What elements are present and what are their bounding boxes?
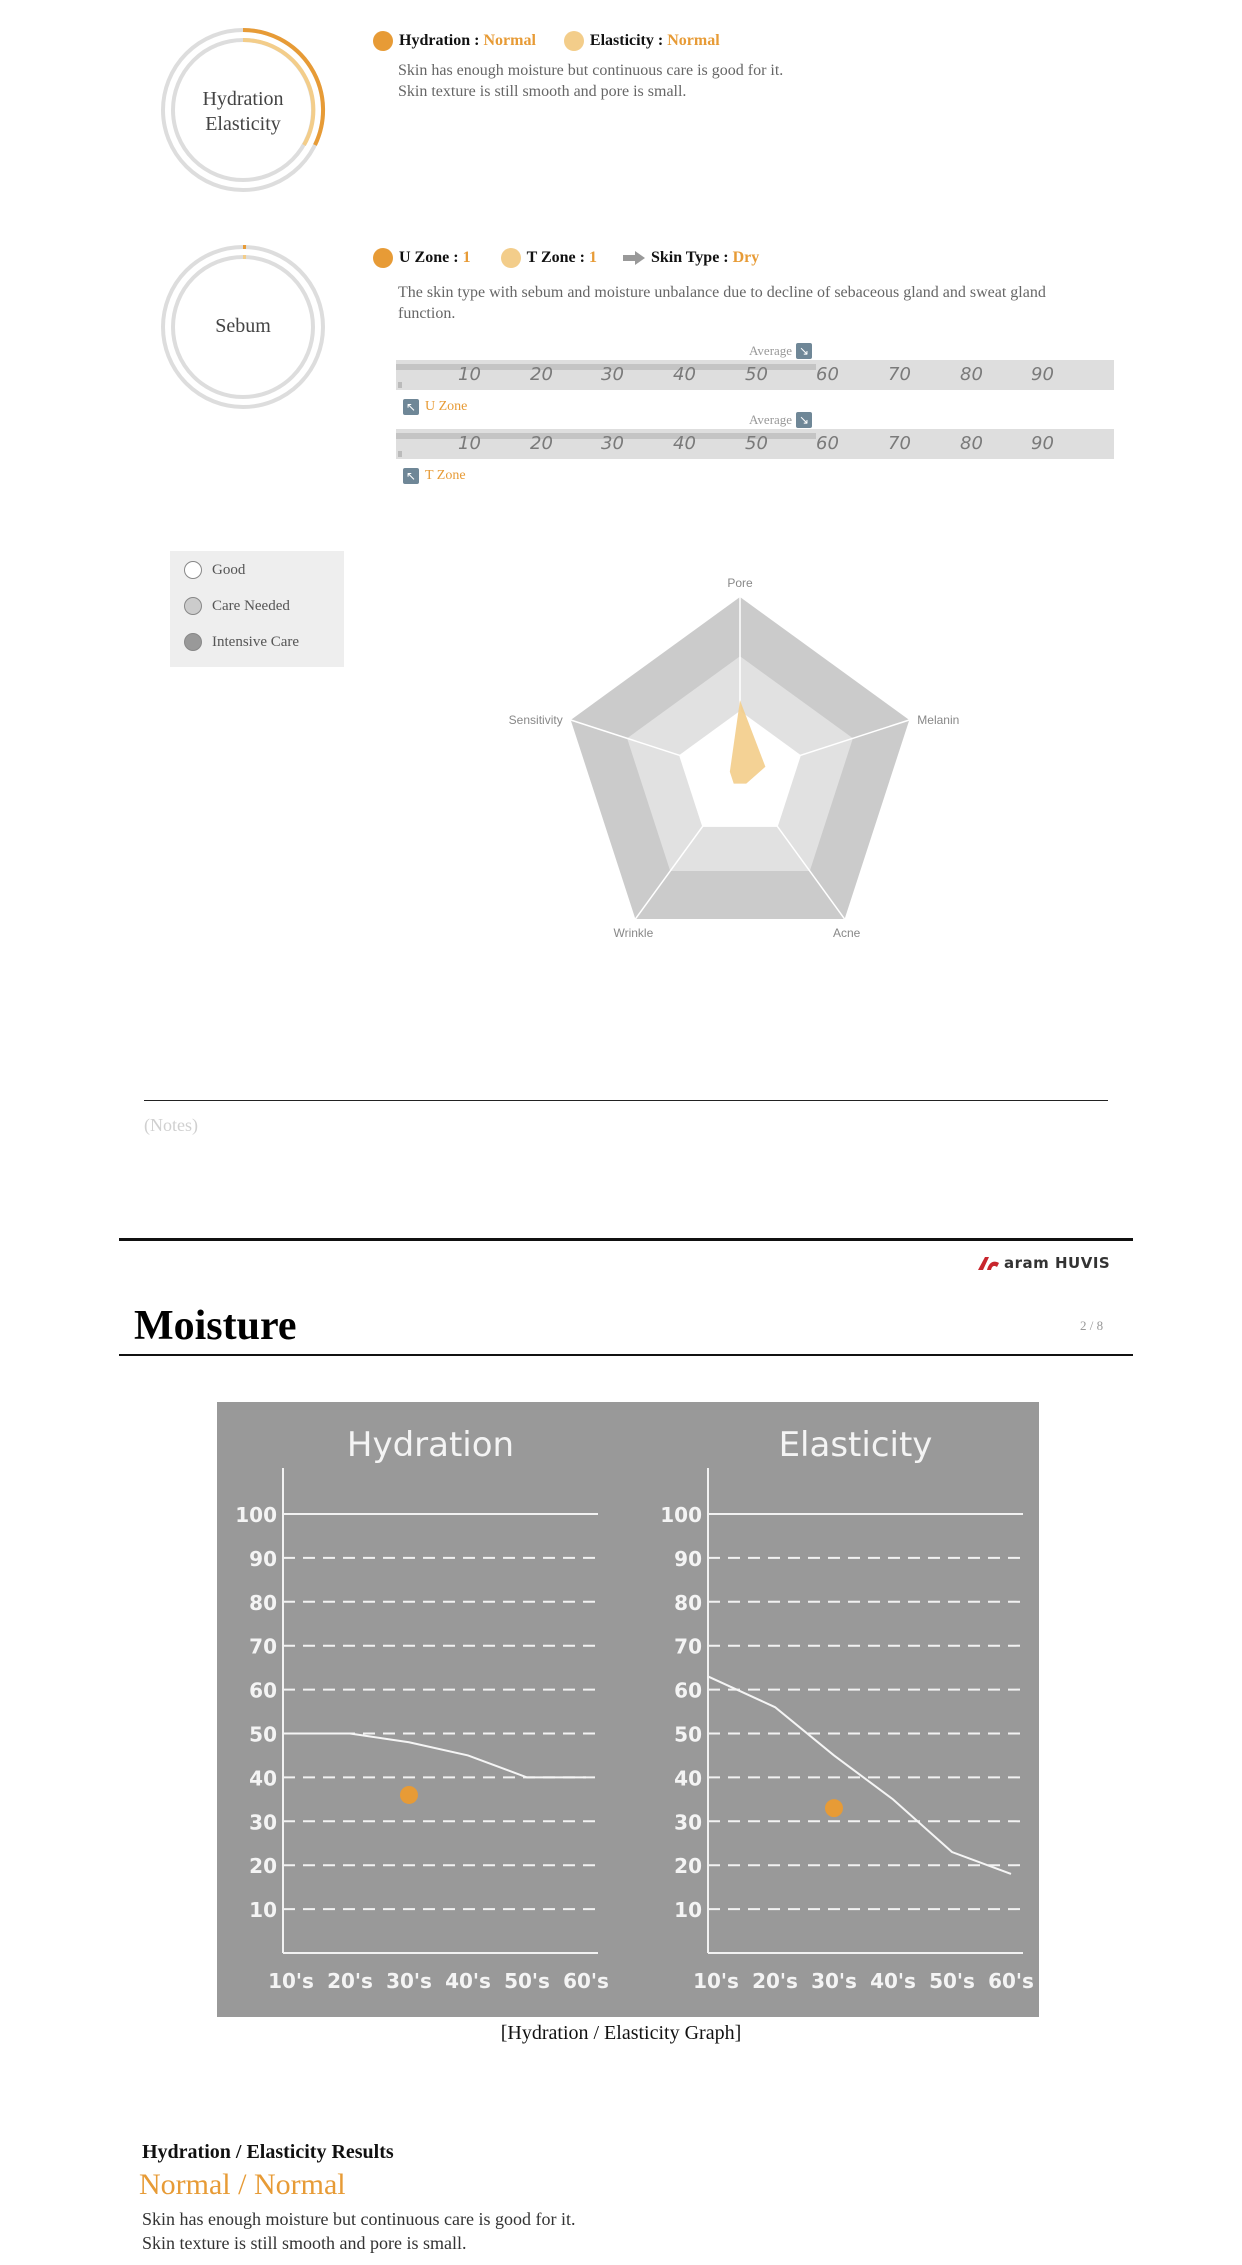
u-zone-scale-bar xyxy=(396,360,1114,390)
x-tick-label: 30's xyxy=(386,1969,432,1993)
skin-type-legend-sep: : xyxy=(723,249,729,266)
scale-tick: 80 xyxy=(960,364,983,385)
arrow-right-icon xyxy=(623,251,645,265)
radar-axis-label: Melanin xyxy=(917,712,960,727)
arrow-up-left-icon: ↖ xyxy=(403,399,419,415)
header-top-rule xyxy=(119,1238,1133,1241)
radar-axis-label: Sensitivity xyxy=(508,712,563,727)
t-zone-label-text: T Zone xyxy=(425,468,466,483)
y-tick-label: 20 xyxy=(249,1854,277,1879)
status-key-item xyxy=(184,597,290,615)
brand-logo xyxy=(976,1254,1110,1272)
x-tick-label: 50's xyxy=(504,1969,550,1993)
hydration-legend-name: Hydration xyxy=(399,32,471,49)
y-tick-label: 100 xyxy=(660,1503,702,1527)
ring-label-elasticity: Elasticity xyxy=(205,113,281,135)
scale-tick: 10 xyxy=(458,364,481,385)
t-zone-scale-bar xyxy=(396,429,1114,459)
scale-tick: 10 xyxy=(458,433,481,454)
results-description-line: Skin has enough moisture but continuous care is good for it. xyxy=(142,2209,576,2229)
t-zone-average-marker xyxy=(749,412,812,428)
scale-tick: 30 xyxy=(601,433,624,454)
y-tick-label: 50 xyxy=(249,1722,277,1747)
y-tick-label: 60 xyxy=(674,1678,702,1703)
results-heading: Hydration / Elasticity Results xyxy=(142,2141,394,2163)
x-tick-label: 20's xyxy=(752,1969,798,1993)
y-tick-label: 90 xyxy=(249,1546,277,1571)
hydration-description-line: Skin texture is still smooth and pore is small. xyxy=(398,83,687,100)
x-tick-label: 10's xyxy=(693,1969,739,1993)
scale-tick: 40 xyxy=(673,433,696,454)
scale-tick: 50 xyxy=(745,433,768,454)
elasticity-graph xyxy=(660,1425,1034,1993)
t-zone-label xyxy=(403,468,466,484)
t-zone-legend-value: 1 xyxy=(588,249,597,266)
x-tick-label: 40's xyxy=(445,1969,491,1993)
x-tick-label: 40's xyxy=(870,1969,916,1993)
elasticity-legend-value: Normal xyxy=(667,32,720,49)
y-tick-label: 40 xyxy=(674,1766,702,1791)
elasticity-legend-name: Elasticity xyxy=(589,32,654,49)
hydration-description xyxy=(398,60,1118,102)
status-key-label: Care Needed xyxy=(212,597,290,614)
arrow-up-left-icon: ↖ xyxy=(403,468,419,484)
y-tick-label: 10 xyxy=(674,1898,702,1923)
y-tick-label: 80 xyxy=(249,1590,277,1615)
graph-title: Hydration xyxy=(346,1425,515,1465)
results-value: Normal / Normal xyxy=(139,2168,346,2201)
sebum-description: The skin type with sebum and moisture unbalance due to decline of sebaceous gland and sweat gland function. xyxy=(398,284,1046,322)
scale-tick: 80 xyxy=(960,433,983,454)
hydration-dot-icon xyxy=(373,31,393,51)
ring-label-sebum: Sebum xyxy=(215,315,271,337)
hydration-legend-sep: : xyxy=(474,32,480,49)
arrow-down-right-icon: ↘ xyxy=(796,343,812,359)
y-tick-label: 90 xyxy=(674,1546,702,1571)
page-title: Moisture xyxy=(134,1303,297,1349)
results-description xyxy=(142,2207,575,2255)
u-zone-legend-sep: : xyxy=(453,249,459,266)
series-line xyxy=(283,1734,586,1778)
x-tick-label: 30's xyxy=(811,1969,857,1993)
u-zone-label xyxy=(403,399,467,415)
radar-axis-label: Pore xyxy=(727,576,753,590)
u-zone-dot-icon xyxy=(373,248,393,268)
notes-placeholder: (Notes) xyxy=(144,1115,198,1135)
x-tick-label: 60's xyxy=(988,1969,1034,1993)
care-needed-circle-icon xyxy=(184,597,202,615)
average-label: Average xyxy=(749,412,793,427)
status-key-item xyxy=(184,633,299,651)
good-circle-icon xyxy=(184,561,202,579)
status-key xyxy=(170,551,344,667)
y-tick-label: 60 xyxy=(249,1678,277,1703)
y-tick-label: 100 xyxy=(235,1503,277,1527)
x-tick-label: 60's xyxy=(563,1969,609,1993)
status-key-label: Good xyxy=(212,561,246,578)
y-tick-label: 30 xyxy=(674,1810,702,1835)
arrow-down-right-icon: ↘ xyxy=(796,412,812,428)
scale-tick: 20 xyxy=(530,433,553,454)
y-tick-label: 70 xyxy=(249,1634,277,1659)
series-line xyxy=(708,1676,1011,1874)
user-data-point xyxy=(825,1799,843,1817)
y-tick-label: 40 xyxy=(249,1766,277,1791)
scale-tick: 50 xyxy=(745,364,768,385)
radar-axis-label: Acne xyxy=(832,926,861,941)
graph-title: Elasticity xyxy=(778,1425,933,1465)
scale-tick: 60 xyxy=(816,364,839,385)
aram-huvis-logo-icon xyxy=(976,1254,1000,1272)
skin-type-legend-value: Dry xyxy=(732,249,760,266)
scale-tick: 40 xyxy=(673,364,696,385)
u-zone-value-marker xyxy=(398,382,402,388)
t-zone-dot-icon xyxy=(501,248,521,268)
elasticity-legend-sep: : xyxy=(657,32,664,49)
y-tick-label: 10 xyxy=(249,1898,277,1923)
scale-tick: 90 xyxy=(1031,433,1054,454)
hydration-elasticity-graphs xyxy=(217,1402,1039,2017)
y-tick-label: 50 xyxy=(674,1722,702,1747)
header-bottom-rule xyxy=(119,1354,1133,1356)
results-description-line: Skin texture is still smooth and pore is small. xyxy=(142,2233,467,2253)
sebum-legend xyxy=(373,248,759,268)
u-zone-label-text: U Zone xyxy=(425,399,468,414)
u-zone-average-marker xyxy=(749,343,812,359)
scale-tick: 60 xyxy=(816,433,839,454)
x-tick-label: 20's xyxy=(327,1969,373,1993)
hydration-graph xyxy=(235,1425,609,1993)
intensive-care-circle-icon xyxy=(184,633,202,651)
notes-divider xyxy=(144,1100,1108,1101)
hydration-legend xyxy=(373,31,720,51)
graph-caption: [Hydration / Elasticity Graph] xyxy=(500,2022,742,2044)
ring-label-hydration: Hydration xyxy=(202,88,284,110)
skin-type-legend-name: Skin Type xyxy=(650,249,720,266)
status-key-label: Intensive Care xyxy=(212,633,300,650)
scale-tick: 70 xyxy=(888,364,911,385)
scale-tick: 20 xyxy=(530,364,553,385)
t-zone-value-marker xyxy=(398,451,402,457)
page-number: 2 / 8 xyxy=(1080,1318,1104,1333)
y-tick-label: 30 xyxy=(249,1810,277,1835)
elasticity-dot-icon xyxy=(564,31,584,51)
average-label: Average xyxy=(749,343,793,358)
radar-axis-label: Wrinkle xyxy=(613,926,654,941)
u-zone-legend-value: 1 xyxy=(462,249,471,266)
skin-condition-radar-chart xyxy=(480,570,1000,950)
t-zone-legend-sep: : xyxy=(579,249,585,266)
y-tick-label: 80 xyxy=(674,1590,702,1615)
hydration-elasticity-graph-panel xyxy=(217,1402,1039,2017)
y-tick-label: 20 xyxy=(674,1854,702,1879)
sebum-gauge xyxy=(158,242,328,412)
hydration-legend-value: Normal xyxy=(483,32,536,49)
status-key-item xyxy=(184,561,245,579)
user-data-point xyxy=(400,1786,418,1804)
y-tick-label: 70 xyxy=(674,1634,702,1659)
u-zone-legend-name: U Zone xyxy=(399,249,450,266)
hydration-description-line: Skin has enough moisture but continuous care is good for it. xyxy=(398,62,784,79)
hydration-elasticity-gauge xyxy=(158,25,328,195)
brand-name: aram HUVIS xyxy=(1004,1254,1111,1272)
x-tick-label: 50's xyxy=(929,1969,975,1993)
t-zone-legend-name: T Zone xyxy=(526,249,576,266)
scale-tick: 30 xyxy=(601,364,624,385)
scale-tick: 70 xyxy=(888,433,911,454)
x-tick-label: 10's xyxy=(268,1969,314,1993)
scale-tick: 90 xyxy=(1031,364,1054,385)
